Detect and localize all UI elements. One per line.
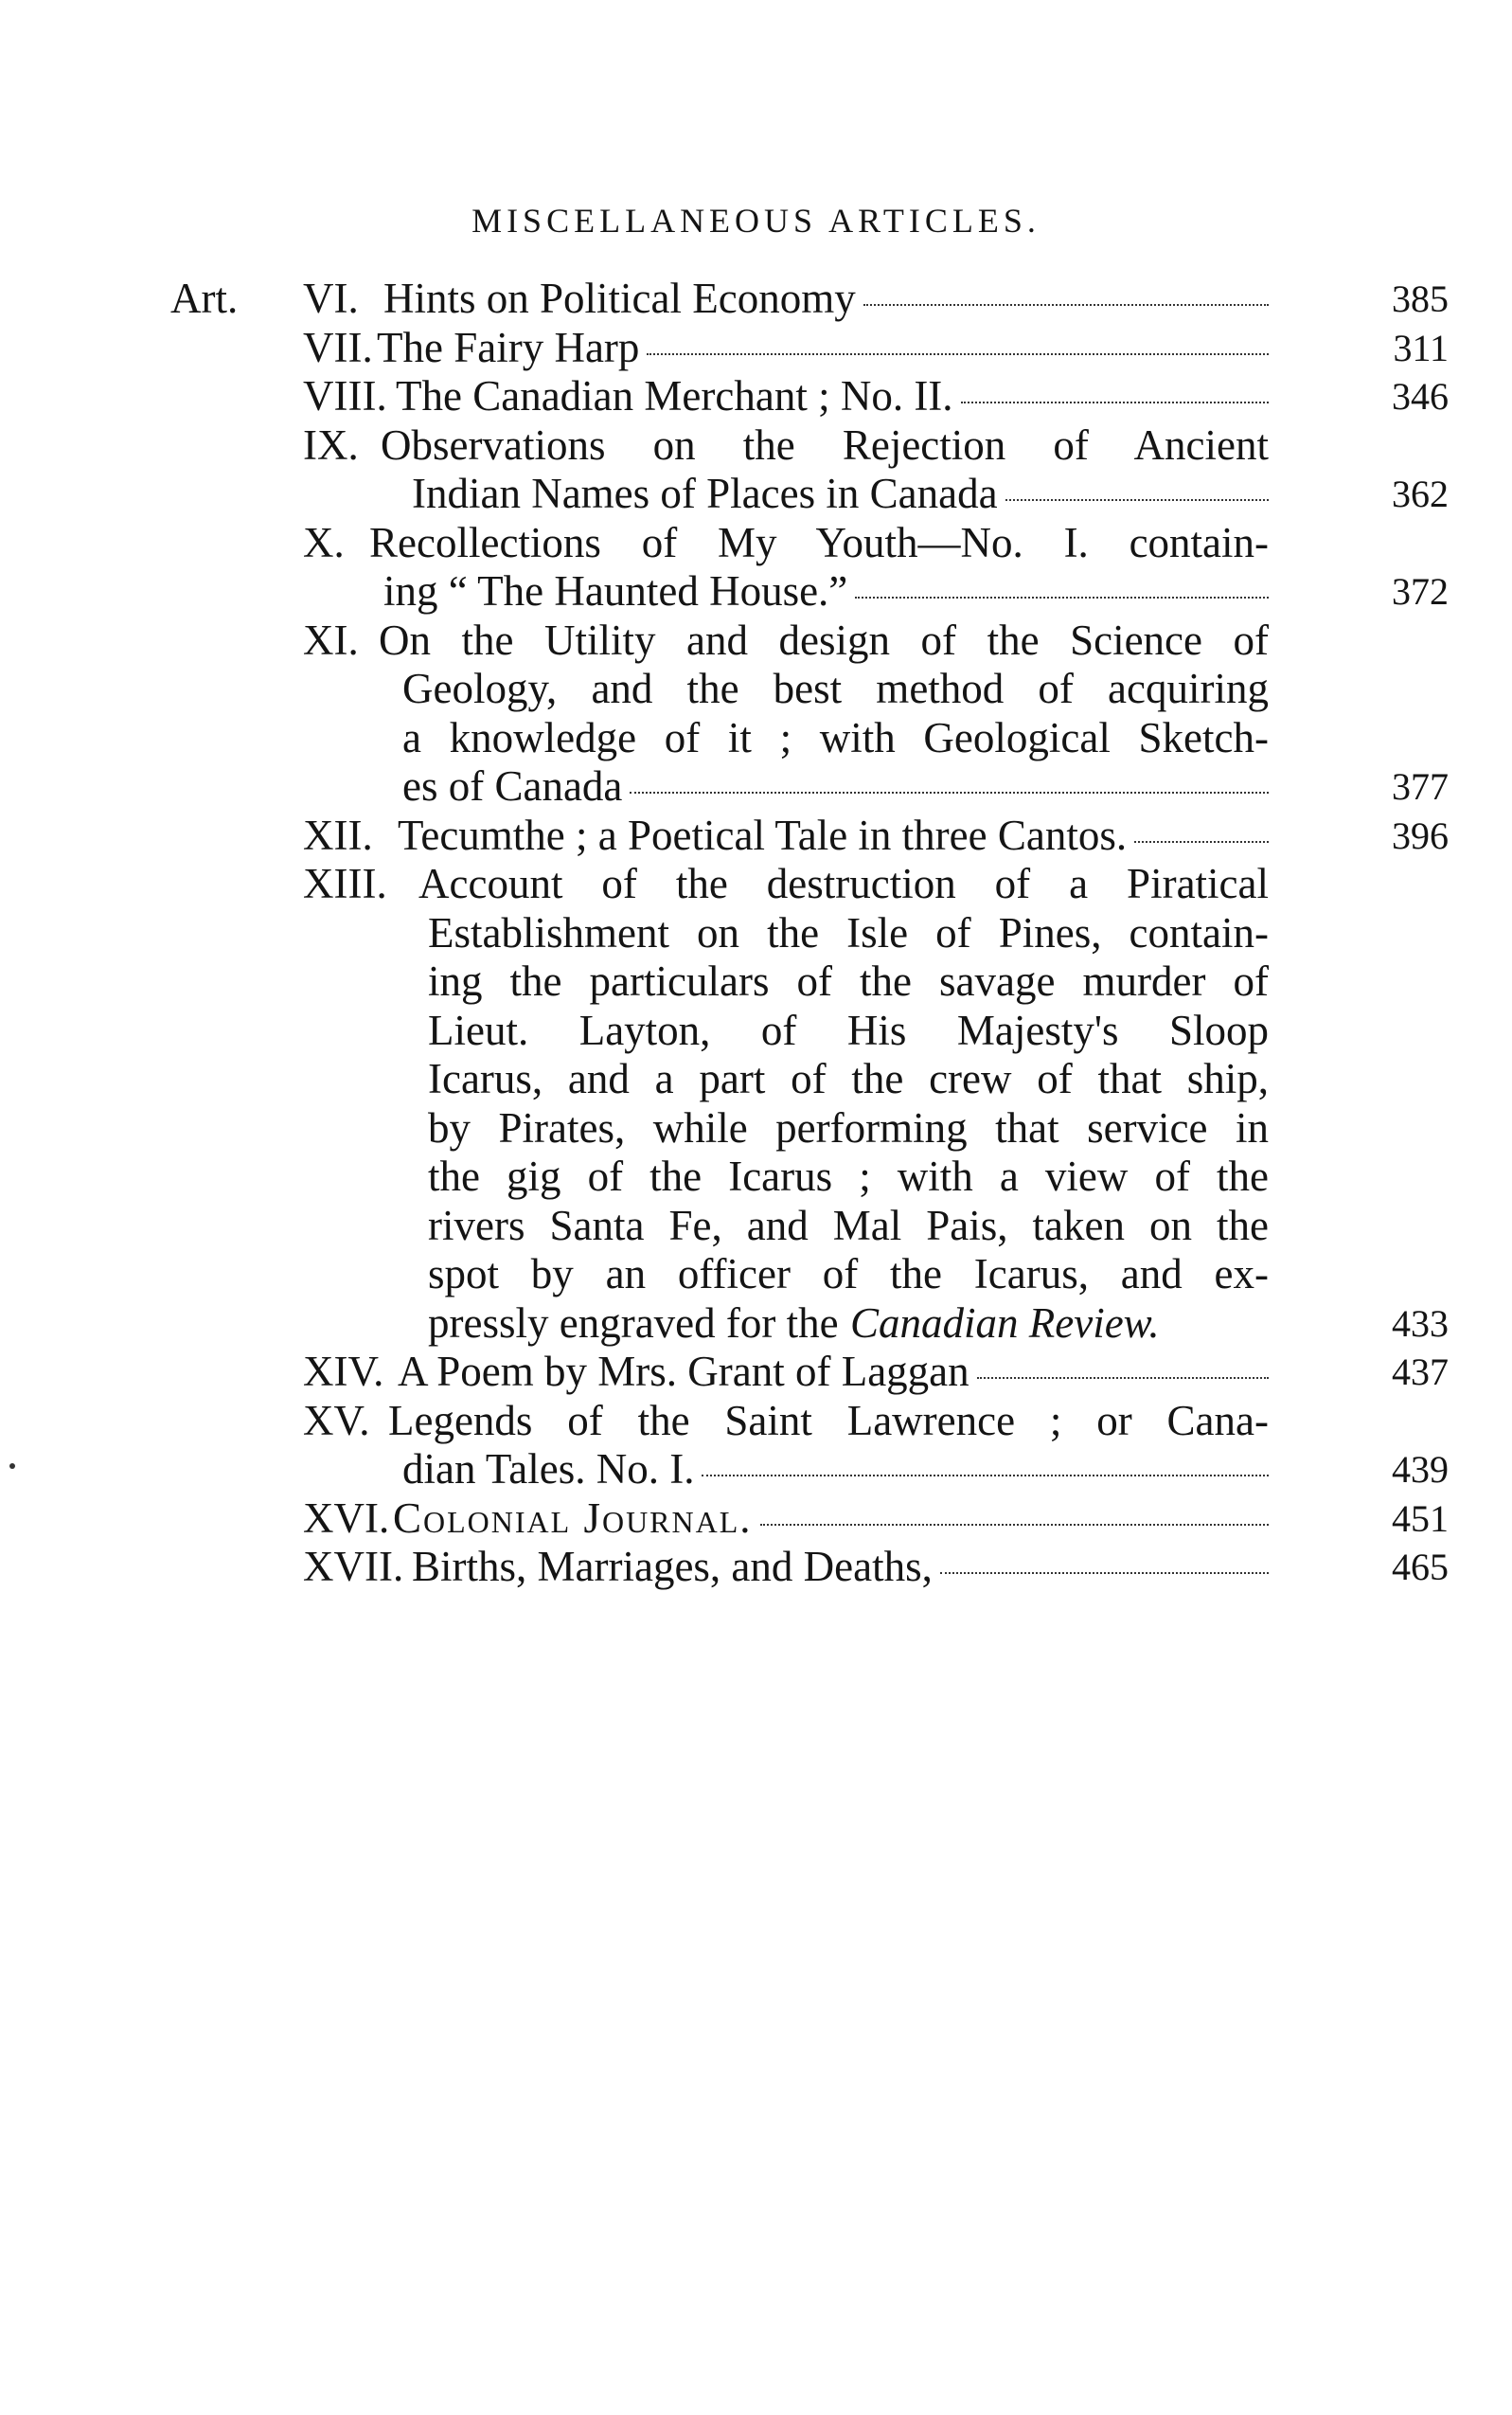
entry-title-text: Observations on the Rejection of Ancient: [381, 420, 1269, 469]
article-number: XIII.: [303, 860, 387, 907]
entry-title-text: pressly engraved for the: [428, 1298, 839, 1347]
dot-leader: [977, 1377, 1269, 1379]
entry-title-text: ing the particulars of the savage murder of: [428, 957, 1269, 1005]
dot-leader: [647, 353, 1269, 355]
toc-entry-line: [170, 470, 1458, 518]
dot-leader: [855, 597, 1269, 599]
entry-title-italic: Canadian Review.: [850, 1298, 1160, 1347]
toc-entry-line: [170, 275, 1458, 323]
toc-entry-line: [170, 1348, 1458, 1396]
article-number: VIII.: [303, 372, 387, 420]
toc-entry-line: [170, 567, 1458, 616]
toc-entry-line: [170, 1153, 1458, 1201]
entry-title-text: Icarus, and a part of the crew of that ship,: [428, 1055, 1269, 1102]
entry-title-text: The Fairy Harp: [377, 323, 640, 371]
entry-title-text: ing “ The Haunted House.”: [383, 567, 848, 615]
article-number: IX.: [303, 420, 359, 469]
entry-title-text: the gig of the Icarus ; with a view of the: [428, 1153, 1269, 1200]
dot-leader: [863, 304, 1269, 306]
dot-leader: [702, 1475, 1269, 1476]
entry-title-text: by Pirates, while performing that service in: [428, 1103, 1269, 1152]
toc-entry-line: [170, 909, 1458, 957]
toc-entry-line: [170, 714, 1458, 762]
entry-title-text: The Canadian Merchant ; No. II.: [396, 372, 953, 420]
page-number: 311: [1393, 326, 1449, 369]
entry-title-text: A Poem by Mrs. Grant of Laggan: [398, 1348, 969, 1395]
toc-entry-line: [170, 1494, 1458, 1543]
toc-entry-line: [170, 1055, 1458, 1103]
article-number: XI.: [303, 616, 359, 664]
article-number: XVI.: [303, 1494, 390, 1542]
entry-title-text: On the Utility and design of the Science of: [379, 616, 1269, 664]
entry-title-text: Account of the destruction of a Piratical: [418, 860, 1269, 907]
toc-entry-line: [170, 324, 1458, 372]
article-number: XIV.: [303, 1348, 384, 1395]
toc-entry-line: [170, 1202, 1458, 1250]
toc-entry-line: [170, 1543, 1458, 1591]
toc-entry-line: [170, 1104, 1458, 1153]
dot-leader: [1005, 499, 1269, 501]
dot-leader: [940, 1572, 1269, 1574]
toc-entry-line: [170, 1445, 1458, 1494]
entry-title-text: Indian Names of Places in Canada: [412, 470, 998, 517]
page-number: 465: [1392, 1546, 1449, 1588]
entry-title-text: spot by an officer of the Icarus, and ex-: [428, 1250, 1269, 1297]
entry-title-text: es of Canada: [402, 762, 623, 810]
page-number: 385: [1392, 277, 1449, 320]
article-number: XV.: [303, 1396, 370, 1444]
entry-title-text: Births, Marriages, and Deaths,: [412, 1543, 933, 1590]
toc-entry-line: [170, 1250, 1458, 1298]
article-number: XII.: [303, 811, 373, 859]
page-number: 362: [1392, 473, 1449, 515]
page-number: 346: [1392, 375, 1449, 418]
toc-entry-line: [170, 1397, 1458, 1445]
toc-entry-line: [170, 812, 1458, 860]
entry-title-text: Establishment on the Isle of Pines, contain-: [428, 908, 1269, 957]
article-number: VII.: [303, 323, 373, 371]
toc-entry-line: [170, 1007, 1458, 1055]
entry-title-text: rivers Santa Fe, and Mal Pais, taken on the: [428, 1201, 1269, 1249]
entry-title-text: a knowledge of it ; with Geological Sketch-: [402, 713, 1269, 761]
toc-entry-line: [170, 421, 1458, 470]
page-number: 372: [1392, 570, 1449, 613]
entry-title-text: Tecumthe ; a Poetical Tale in three Cantos.: [398, 811, 1128, 859]
entry-title-text: Colonial Journal.: [393, 1494, 753, 1542]
toc-entry-line: [170, 1299, 1458, 1348]
toc-entry-line: [170, 860, 1458, 908]
entry-title-text: Geology, and the best method of acquiring: [402, 665, 1269, 712]
page-number: 451: [1392, 1496, 1449, 1540]
art-label: Art.: [170, 275, 239, 322]
article-number: VI.: [303, 275, 359, 322]
page-number: 439: [1392, 1448, 1449, 1491]
page-number: 396: [1392, 814, 1449, 857]
article-number: X.: [303, 518, 345, 566]
page-heading: MISCELLANEOUS ARTICLES.: [471, 202, 1041, 240]
entry-title-text: Recollections of My Youth—No. I. contain-: [369, 518, 1269, 566]
entry-title-text: Legends of the Saint Lawrence ; or Cana-: [388, 1396, 1269, 1444]
toc-entry-line: [170, 665, 1458, 713]
dot-leader: [630, 792, 1269, 794]
dot-leader: [1134, 841, 1269, 843]
toc-entry-line: [170, 762, 1458, 811]
toc-entry-line: [170, 372, 1458, 420]
toc-entry-line: [170, 957, 1458, 1006]
entry-title-text: Lieut. Layton, of His Majesty's Sloop: [428, 1006, 1269, 1054]
page-number: 377: [1392, 765, 1449, 808]
toc-entry-line: [170, 519, 1458, 567]
page-number: 437: [1392, 1351, 1449, 1393]
stray-mark: [9, 1463, 15, 1469]
page-number: 433: [1392, 1301, 1449, 1345]
entry-title-text: Hints on Political Economy: [383, 275, 856, 322]
dot-leader: [760, 1524, 1269, 1526]
article-number: XVII.: [303, 1543, 404, 1590]
dot-leader: [961, 402, 1269, 403]
toc-entry-line: [170, 617, 1458, 665]
entry-title-text: dian Tales. No. I.: [402, 1445, 695, 1493]
